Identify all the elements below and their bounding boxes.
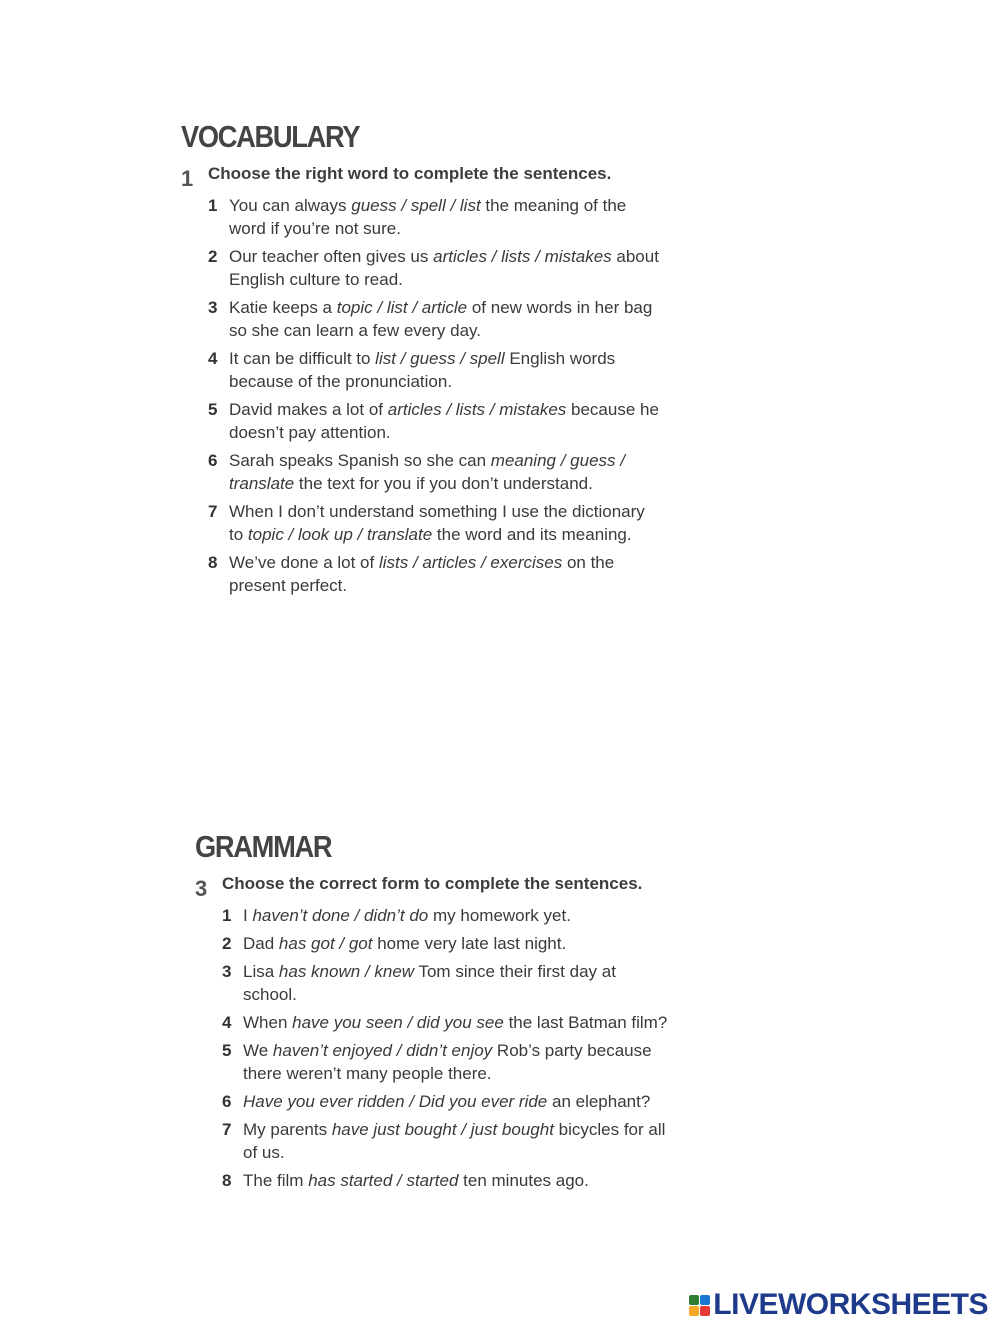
liveworksheets-logo[interactable]	[689, 1288, 988, 1322]
liveworksheets-logo-icon	[689, 1295, 710, 1316]
exercise-item	[181, 245, 681, 291]
exercise-instruction: Choose the right word to complete the sentences.	[208, 164, 612, 183]
exercise-item	[195, 1169, 695, 1192]
exercise-number: 3	[195, 876, 208, 901]
item-text: We haven’t enjoyed / didn’t enjoy Rob’s party because there weren’t many people there.	[243, 1041, 652, 1083]
item-number: 3	[222, 962, 232, 981]
item-text: When have you seen / did you see the last Batman film?	[243, 1013, 668, 1032]
item-number: 3	[208, 298, 218, 317]
exercise-header	[181, 164, 681, 190]
exercise-header	[195, 874, 695, 900]
vocabulary-section	[181, 118, 681, 602]
item-number: 6	[208, 451, 218, 470]
answer-options[interactable]: articles / lists / mistakes	[387, 400, 567, 419]
item-number: 1	[222, 906, 232, 925]
answer-options[interactable]: have you seen / did you see	[292, 1013, 504, 1032]
exercise-item	[195, 904, 695, 927]
item-text: Sarah speaks Spanish so she can meaning / guess / translate the text for you if you don’t understand.	[229, 451, 625, 493]
item-number: 7	[222, 1120, 232, 1139]
logo-square-icon	[700, 1295, 710, 1305]
exercise-number: 1	[181, 166, 194, 191]
answer-options[interactable]: have just bought / just bought	[331, 1120, 554, 1139]
exercise-item	[195, 1039, 695, 1085]
section-title-vocabulary: VOCABULARY	[181, 119, 360, 154]
item-number: 7	[208, 502, 218, 521]
item-number: 4	[208, 349, 218, 368]
answer-options[interactable]: topic / list / article	[336, 298, 468, 317]
exercise-list	[195, 904, 695, 1192]
section-title-grammar: GRAMMAR	[195, 829, 332, 864]
exercise-item	[181, 551, 681, 597]
answer-options[interactable]: list / guess / spell	[375, 349, 505, 368]
answer-options[interactable]: haven’t done / didn’t do	[252, 906, 429, 925]
item-text: We’ve done a lot of lists / articles / exercises on the present perfect.	[229, 553, 615, 595]
answer-options[interactable]: lists / articles / exercises	[378, 553, 563, 572]
item-number: 6	[222, 1092, 232, 1111]
exercise-item	[181, 194, 681, 240]
item-text: It can be difficult to list / guess / spell English words because of the pronunciation.	[229, 349, 616, 391]
exercise-item	[195, 1011, 695, 1034]
exercise-item	[181, 347, 681, 393]
item-text: My parents have just bought / just bought bicycles for all of us.	[243, 1120, 666, 1162]
answer-options[interactable]: has got / got	[278, 934, 373, 953]
item-number: 8	[222, 1171, 232, 1190]
item-text: When I don’t understand something I use the dictionary to topic / look up / translate the word and its meaning.	[229, 502, 645, 544]
exercise-item	[195, 932, 695, 955]
answer-options[interactable]: has known / knew	[278, 962, 415, 981]
item-text: Our teacher often gives us articles / lists / mistakes about English culture to read.	[229, 247, 659, 289]
answer-options[interactable]: haven’t enjoyed / didn’t enjoy	[272, 1041, 493, 1060]
answer-options[interactable]: has started / started	[308, 1171, 459, 1190]
exercise-list	[181, 194, 681, 597]
item-number: 5	[208, 400, 218, 419]
item-number: 4	[222, 1013, 232, 1032]
item-text: Have you ever ridden / Did you ever ride an elephant?	[243, 1092, 651, 1111]
exercise-item	[195, 1090, 695, 1113]
item-text: The film has started / started ten minutes ago.	[243, 1171, 589, 1190]
answer-options[interactable]: Have you ever ridden / Did you ever ride	[243, 1092, 548, 1111]
answer-options[interactable]: topic / look up / translate	[247, 525, 433, 544]
answer-options[interactable]: guess / spell / list	[351, 196, 481, 215]
logo-square-icon	[700, 1306, 710, 1316]
answer-options[interactable]: articles / lists / mistakes	[433, 247, 612, 266]
exercise-item	[181, 296, 681, 342]
item-number: 2	[222, 934, 232, 953]
item-text: Katie keeps a topic / list / article of new words in her bag so she can learn a few every day.	[229, 298, 653, 340]
exercise-item	[181, 500, 681, 546]
item-text: David makes a lot of articles / lists / mistakes because he doesn’t pay attention.	[229, 400, 659, 442]
item-text: You can always guess / spell / list the meaning of the word if you’re not sure.	[229, 196, 627, 238]
exercise-item	[195, 960, 695, 1006]
item-number: 1	[208, 196, 218, 215]
item-number: 2	[208, 247, 218, 266]
exercise-item	[195, 1118, 695, 1164]
logo-square-icon	[689, 1295, 699, 1305]
grammar-section	[195, 828, 695, 1197]
logo-text: LIVEWORKSHEETS	[713, 1288, 988, 1321]
item-text: I haven’t done / didn’t do my homework yet.	[243, 906, 571, 925]
logo-square-icon	[689, 1306, 699, 1316]
exercise-item	[181, 449, 681, 495]
item-text: Dad has got / got home very late last night.	[243, 934, 567, 953]
item-number: 5	[222, 1041, 232, 1060]
exercise-item	[181, 398, 681, 444]
item-text: Lisa has known / knew Tom since their first day at school.	[243, 962, 616, 1004]
answer-options[interactable]: meaning / guess / translate	[229, 451, 625, 493]
exercise-instruction: Choose the correct form to complete the sentences.	[222, 874, 643, 893]
item-number: 8	[208, 553, 218, 572]
